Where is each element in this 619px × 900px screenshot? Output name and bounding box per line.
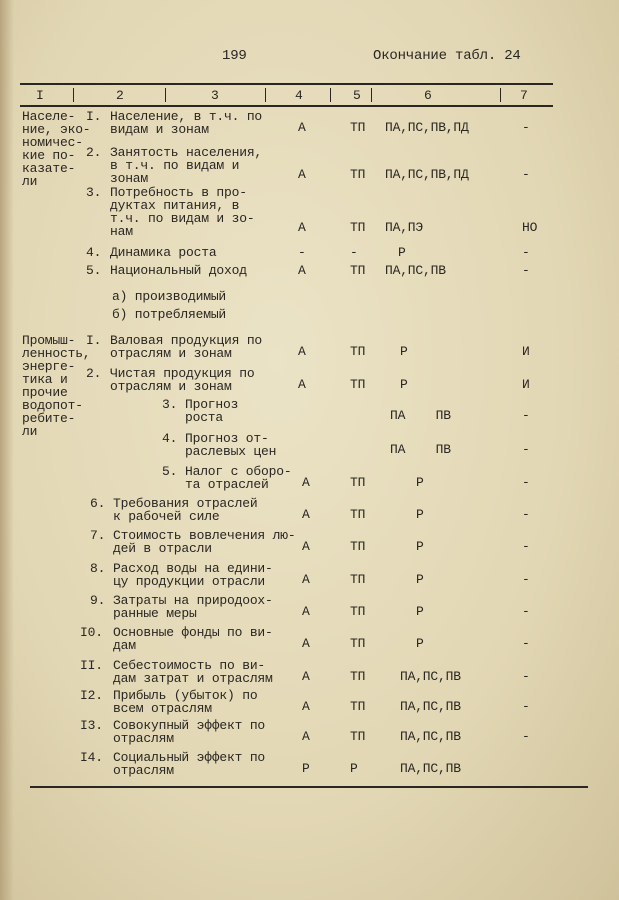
row-indicator-text: дей в отрасли [113, 541, 212, 556]
cell-col4: А [298, 120, 306, 135]
section-label-line: ли [22, 174, 38, 189]
section-label-line: ние, эко- [22, 122, 91, 137]
row-indicator-text: Потребность в про- [110, 185, 247, 200]
cell-col5: Р [350, 761, 358, 776]
cell-col5: ТП [350, 475, 366, 490]
cell-col7: - [522, 442, 530, 457]
cell-col4: Р [302, 761, 310, 776]
cell-col6: ПА ПВ [390, 442, 451, 457]
column-header-1: I [36, 88, 44, 103]
header-bottom-rule [20, 105, 553, 107]
cell-col6: ПА,ПС,ПВ [400, 669, 461, 684]
cell-col5: ТП [350, 699, 366, 714]
column-header-3: 3 [211, 88, 219, 103]
row-indicator-text: Динамика роста [110, 245, 217, 260]
row-number: 3. [86, 185, 102, 200]
row-number: I2. [80, 688, 103, 703]
cell-col4: А [302, 572, 310, 587]
row-indicator-text: а) производимый [112, 289, 227, 304]
cell-col5: ТП [350, 539, 366, 554]
row-indicator-text: Совокупный эффект по [113, 718, 266, 733]
cell-col5: ТП [350, 572, 366, 587]
row-indicator-text: Затраты на природоох- [113, 593, 273, 608]
row-indicator-text: роста [185, 410, 224, 425]
cell-col5: ТП [350, 604, 366, 619]
row-indicator-text: ранные меры [113, 606, 197, 621]
row-indicator-text: Социальный эффект по [113, 750, 266, 765]
cell-col7: - [522, 729, 530, 744]
section-label-line: водопот- [22, 398, 83, 413]
cell-col5: ТП [350, 344, 366, 359]
row-number: 9. [90, 593, 106, 608]
cell-col7: - [522, 539, 530, 554]
cell-col4: А [302, 729, 310, 744]
row-number: 5. [86, 263, 102, 278]
cell-col6: Р [416, 604, 424, 619]
column-header-6: 6 [424, 88, 432, 103]
cell-col4: А [298, 167, 306, 182]
cell-col4: А [302, 507, 310, 522]
section-label-line: ребите- [22, 411, 76, 426]
column-header-4: 4 [295, 88, 303, 103]
cell-col7: НО [522, 220, 538, 235]
cell-col7: - [522, 669, 530, 684]
cell-col6: ПА,ПС,ПВ [400, 729, 461, 744]
cell-col6: Р [398, 245, 406, 260]
section-label-line: ленность, [22, 346, 91, 361]
cell-col5: ТП [350, 669, 366, 684]
row-indicator-text: видам и зонам [110, 122, 209, 137]
row-indicator-text: отраслям [113, 763, 174, 778]
page-edge-shadow [0, 0, 14, 900]
row-indicator-text: отраслям и зонам [110, 346, 232, 361]
cell-col4: А [298, 220, 306, 235]
cell-col4: - [298, 245, 306, 260]
cell-col7: И [522, 377, 530, 392]
row-number: 3. [162, 397, 178, 412]
cell-col6: Р [416, 475, 424, 490]
cell-col7: - [522, 263, 530, 278]
cell-col5: ТП [350, 729, 366, 744]
section-label-line: Населе- [22, 109, 76, 124]
cell-col7: - [522, 245, 530, 260]
cell-col5: ТП [350, 507, 366, 522]
column-header-2: 2 [116, 88, 124, 103]
row-indicator-text: Стоимость вовлечения лю- [113, 528, 296, 543]
column-separator [165, 88, 166, 102]
cell-col4: А [298, 344, 306, 359]
row-indicator-text: Налог с оборо- [185, 464, 292, 479]
cell-col5: ТП [350, 167, 366, 182]
cell-col4: А [302, 636, 310, 651]
cell-col7: - [522, 572, 530, 587]
row-number: 4. [162, 431, 178, 446]
row-indicator-text: Расход воды на едини- [113, 561, 273, 576]
section-label-line: кие по- [22, 148, 76, 163]
row-indicator-text: б) потребляемый [112, 307, 227, 322]
cell-col7: - [522, 408, 530, 423]
cell-col5: - [350, 245, 358, 260]
row-number: II. [80, 658, 103, 673]
section-label-line: энерге- [22, 359, 76, 374]
cell-col5: ТП [350, 120, 366, 135]
row-number: 4. [86, 245, 102, 260]
row-indicator-text: Прогноз от- [185, 431, 269, 446]
cell-col5: ТП [350, 263, 366, 278]
column-separator [265, 88, 266, 102]
section-label-line: тика и [22, 372, 68, 387]
row-number: 8. [90, 561, 106, 576]
row-indicator-text: Валовая продукция по [110, 333, 263, 348]
row-indicator-text: Основные фонды по ви- [113, 625, 273, 640]
row-indicator-text: цу продукции отрасли [113, 574, 266, 589]
row-indicator-text: отраслям и зонам [110, 379, 232, 394]
row-indicator-text: Население, в т.ч. по [110, 109, 263, 124]
row-number: 6. [90, 496, 106, 511]
row-number: I. [86, 109, 102, 124]
cell-col4: А [302, 539, 310, 554]
row-indicator-text: Себестоимость по ви- [113, 658, 266, 673]
cell-col7: - [522, 120, 530, 135]
cell-col4: А [302, 669, 310, 684]
cell-col6: ПА,ПС,ПВ,ПД [385, 167, 469, 182]
row-indicator-text: дам [113, 638, 136, 653]
row-indicator-text: нам [110, 224, 133, 239]
cell-col6: ПА,ПС,ПВ [385, 263, 446, 278]
row-indicator-text: отраслям [113, 731, 174, 746]
row-indicator-text: Требования отраслей [113, 496, 258, 511]
cell-col7: - [522, 636, 530, 651]
row-indicator-text: Национальный доход [110, 263, 247, 278]
column-separator [500, 88, 501, 102]
cell-col7: - [522, 475, 530, 490]
cell-col6: ПА,ПЭ [385, 220, 424, 235]
cell-col6: Р [400, 377, 408, 392]
cell-col6: ПА,ПС,ПВ [400, 761, 461, 776]
row-indicator-text: Прогноз [185, 397, 239, 412]
cell-col6: Р [400, 344, 408, 359]
cell-col7: - [522, 167, 530, 182]
row-number: 2. [86, 145, 102, 160]
column-separator [371, 88, 372, 102]
cell-col4: А [298, 377, 306, 392]
column-separator [330, 88, 331, 102]
cell-col5: ТП [350, 220, 366, 235]
cell-col4: А [302, 604, 310, 619]
row-number: 5. [162, 464, 178, 479]
row-indicator-text: зонам [110, 171, 149, 186]
row-indicator-text: т.ч. по видам и зо- [110, 211, 255, 226]
row-indicator-text: дуктах питания, в [110, 198, 240, 213]
cell-col6: ПА,ПС,ПВ,ПД [385, 120, 469, 135]
row-number: I4. [80, 750, 103, 765]
row-number: I. [86, 333, 102, 348]
section-label-line: Промыш- [22, 333, 76, 348]
row-number: I3. [80, 718, 103, 733]
cell-col7: И [522, 344, 530, 359]
section-label-line: ли [22, 424, 38, 439]
cell-col7: - [522, 507, 530, 522]
row-indicator-text: Чистая продукция по [110, 366, 255, 381]
cell-col6: Р [416, 636, 424, 651]
cell-col7: - [522, 604, 530, 619]
cell-col6: Р [416, 507, 424, 522]
section-label-line: казате- [22, 161, 76, 176]
row-number: I0. [80, 625, 103, 640]
cell-col5: ТП [350, 377, 366, 392]
row-number: 7. [90, 528, 106, 543]
row-indicator-text: та отраслей [185, 477, 269, 492]
cell-col4: А [302, 699, 310, 714]
row-indicator-text: в т.ч. по видам и [110, 158, 240, 173]
row-indicator-text: раслевых цен [185, 444, 277, 459]
column-header-5: 5 [353, 88, 361, 103]
section-label-line: прочие [22, 385, 68, 400]
row-indicator-text: Прибыль (убыток) по [113, 688, 258, 703]
row-indicator-text: Занятость населения, [110, 145, 263, 160]
cell-col7: - [522, 699, 530, 714]
cell-col6: Р [416, 539, 424, 554]
cell-col5: ТП [350, 636, 366, 651]
row-indicator-text: дам затрат и отраслям [113, 671, 273, 686]
row-number: 2. [86, 366, 102, 381]
table-caption: Окончание табл. 24 [373, 48, 521, 64]
cell-col6: ПА,ПС,ПВ [400, 699, 461, 714]
cell-col6: ПА ПВ [390, 408, 451, 423]
table-bottom-rule [30, 786, 588, 788]
cell-col4: А [298, 263, 306, 278]
column-separator [73, 88, 74, 102]
table-top-rule [20, 83, 553, 85]
section-label-line: номичес- [22, 135, 83, 150]
column-header-7: 7 [520, 88, 528, 103]
row-indicator-text: всем отраслям [113, 701, 212, 716]
cell-col6: Р [416, 572, 424, 587]
page-number: 199 [222, 48, 247, 64]
row-indicator-text: к рабочей силе [113, 509, 220, 524]
cell-col4: А [302, 475, 310, 490]
